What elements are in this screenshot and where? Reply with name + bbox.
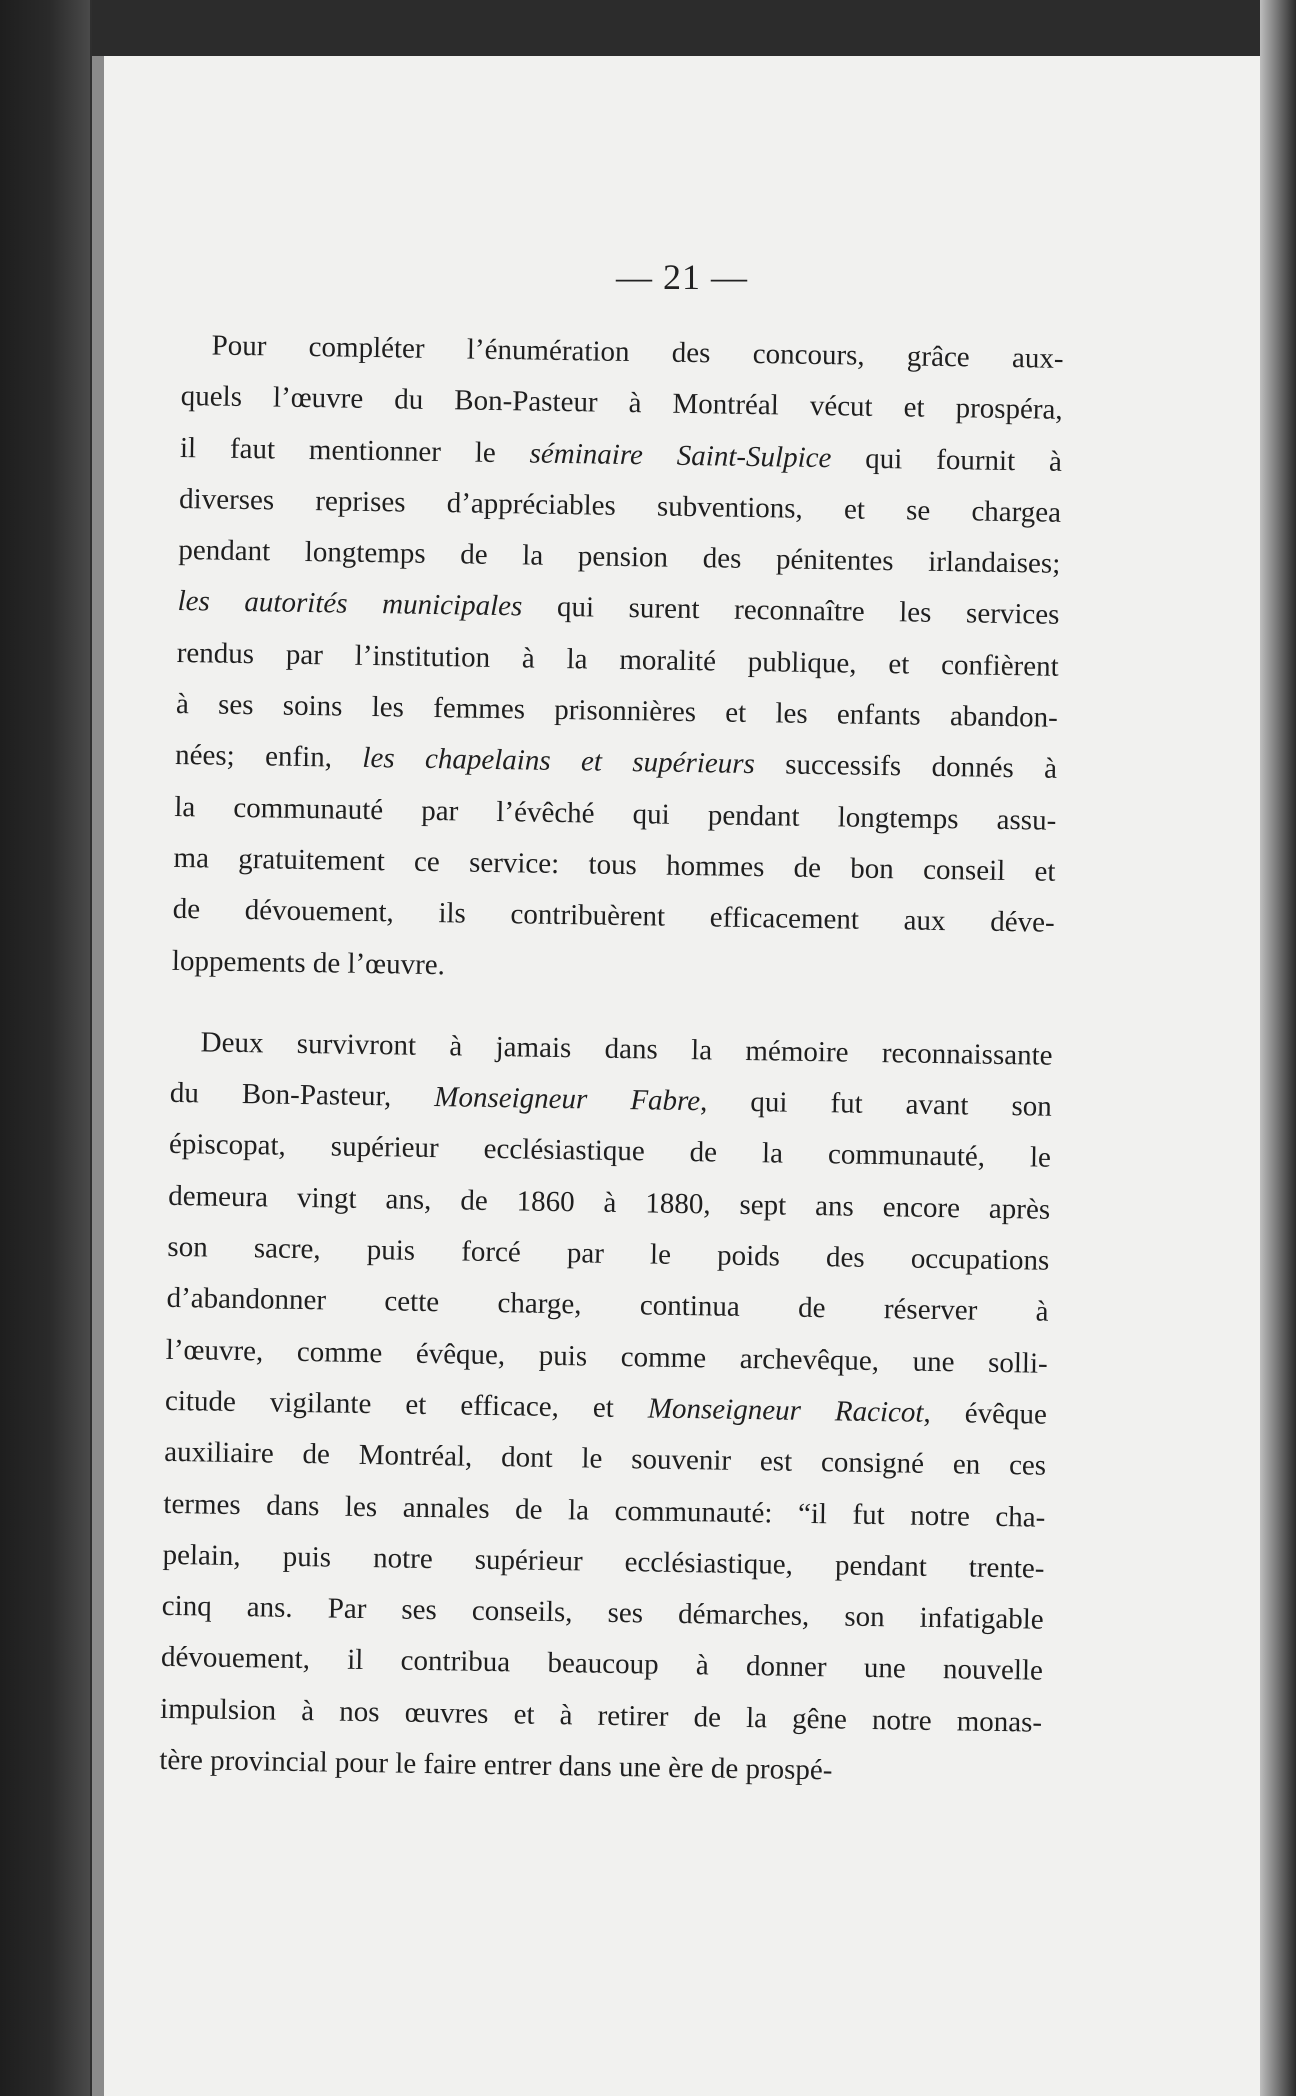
text-run: impulsion à nos œuvres et à retirer de la gêne notre monas- [159, 1692, 1043, 1739]
italic-text: les chapelains et supérieurs [362, 742, 756, 781]
text-run: son sacre, puis forcé par le poids des occupations [167, 1230, 1050, 1277]
body-text [159, 320, 1064, 1800]
text-run: qui surent reconnaître les services [522, 590, 1060, 632]
italic-text: les autorités municipales [177, 585, 523, 623]
book-page [92, 56, 1260, 2096]
right-edge [1260, 0, 1296, 2096]
text-run: qui fournit à [831, 441, 1063, 478]
text-run: ma gratuitement ce service: tous hommes de bon conseil et [173, 841, 1056, 888]
book-gutter [0, 0, 90, 2096]
text-run: , qui fut avant son [699, 1085, 1053, 1123]
text-run: rendus par l’institution à la moralité publique, et confièrent [176, 636, 1059, 683]
text-run: citude vigilante et efficace, et [164, 1384, 649, 1425]
top-edge [92, 0, 1260, 56]
text-run: il faut mentionner le [179, 431, 530, 470]
text-run: l’œuvre, comme évêque, puis comme archevêque, une solli- [165, 1333, 1048, 1380]
text-run: successifs donnés à [754, 748, 1058, 786]
text-run: Pour compléter l’énumération des concours, grâce aux- [211, 329, 1064, 375]
text-run: du Bon-Pasteur, [169, 1077, 435, 1114]
text-run: Deux survivront à jamais dans la mémoire reconnaissante [200, 1026, 1053, 1072]
text-run: dévouement, il contribua beaucoup à donner une nouvelle [160, 1641, 1044, 1688]
text-run: la communauté par l’évêché qui pendant longtemps assu- [174, 790, 1057, 837]
text-run: pendant longtemps de la pension des pénitentes irlandaises; [178, 534, 1061, 581]
text-run: termes dans les annales de la communauté: “il fut notre cha- [163, 1487, 1046, 1534]
text-run: nées; enfin, [174, 739, 363, 775]
text-run: d’abandonner cette charge, continua de réserver à [166, 1282, 1049, 1329]
text-run: , évêque [923, 1396, 1048, 1431]
text-run: cinq ans. Par ses conseils, ses démarches, son infatigable [161, 1589, 1044, 1636]
text-run: demeura vingt ans, de 1860 à 1880, sept ans encore après [167, 1179, 1051, 1226]
text-run: épiscopat, supérieur ecclésiastique de la communauté, le [168, 1128, 1052, 1175]
text-run: pelain, puis notre supérieur ecclésiastique, pendant trente- [162, 1538, 1045, 1585]
italic-text: séminaire Saint-Sulpice [529, 437, 832, 474]
paragraph [159, 1017, 1053, 1800]
text-run: auxiliaire de Montréal, dont le souvenir est consigné en ces [163, 1436, 1047, 1482]
text-run: à ses soins les femmes prisonnières et les enfants abandon- [175, 688, 1059, 734]
page-number: — 21 — [616, 257, 748, 297]
italic-text: Monseigneur Fabre [434, 1081, 701, 1118]
italic-text: Monseigneur Racicot [647, 1392, 924, 1429]
text-run: diverses reprises d’appréciables subventions, et se chargea [178, 482, 1062, 529]
text-run: tère provincial pour le faire entrer dans une ère de prospé- [159, 1743, 833, 1787]
text-run: quels l’œuvre du Bon-Pasteur à Montréal vécut et prospéra, [180, 380, 1063, 427]
paragraph [172, 320, 1064, 1001]
text-run: loppements de l’œuvre. [171, 944, 446, 981]
text-run: de dévouement, ils contribuèrent efficacement aux déve- [172, 893, 1055, 940]
